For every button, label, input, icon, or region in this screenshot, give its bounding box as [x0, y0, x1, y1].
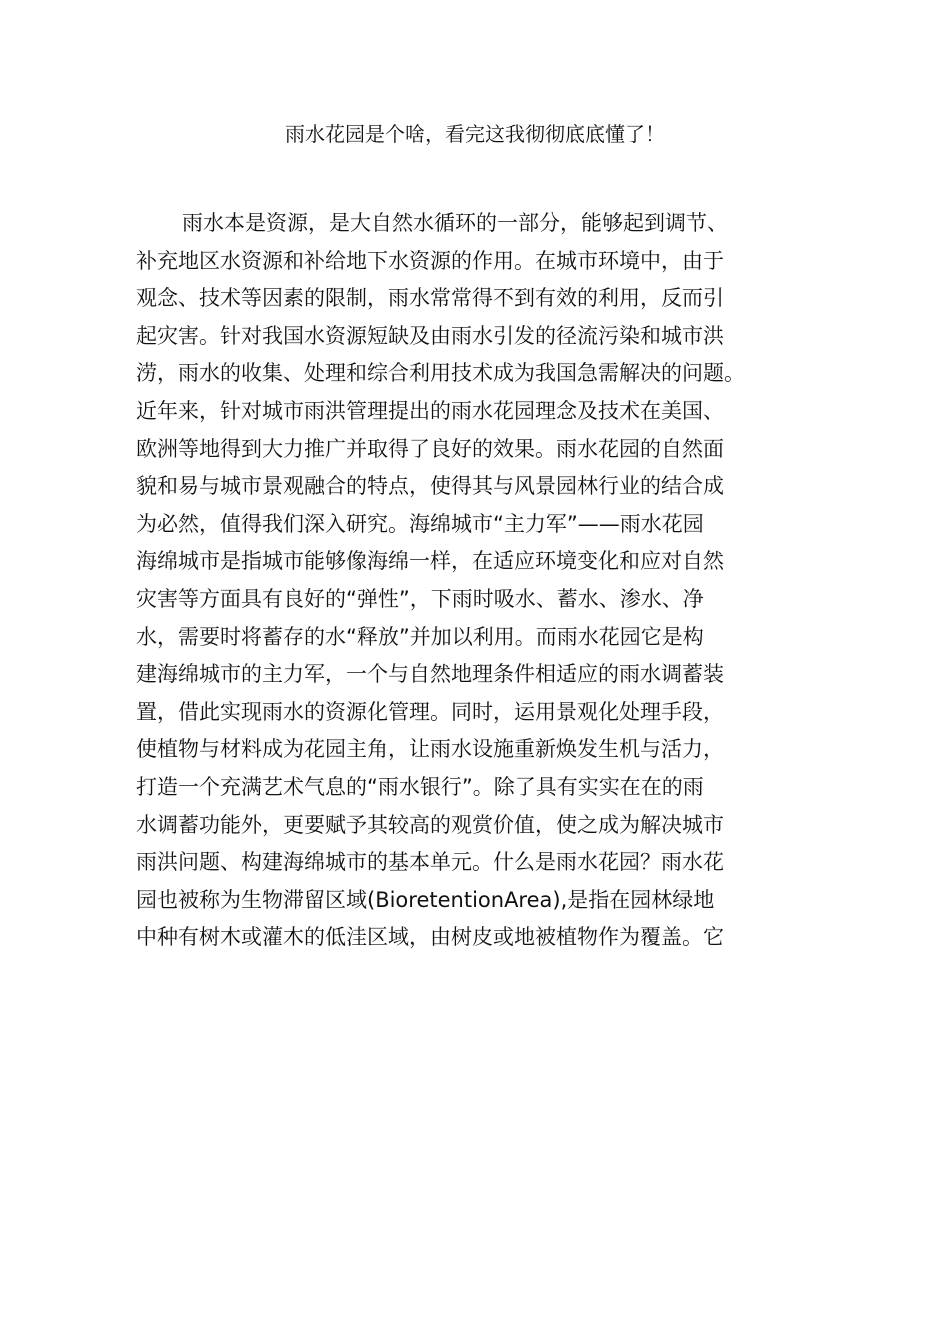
text-line: 为必然，值得我们深入研究。海绵城市“主力军”——雨水花园: [136, 511, 704, 536]
body-paragraph: [136, 205, 826, 957]
text-line: 起灾害。针对我国水资源短缺及由雨水引发的径流污染和城市洪: [136, 323, 724, 348]
text-line: 雨洪问题、构建海绵城市的基本单元。什么是雨水花园？雨水花: [136, 850, 724, 875]
text-line: 近年来，针对城市雨洪管理提出的雨水花园理念及技术在美国、: [136, 398, 724, 423]
text-line: 灾害等方面具有良好的“弹性”，下雨时吸水、蓄水、渗水、净: [136, 586, 704, 611]
text-line: 貌和易与城市景观融合的特点，使得其与风景园林行业的结合成: [136, 474, 724, 499]
text-line: 海绵城市是指城市能够像海绵一样，在适应环境变化和应对自然: [136, 549, 724, 574]
text-line: 欧洲等地得到大力推广并取得了良好的效果。雨水花园的自然面: [136, 436, 724, 461]
text-line: 涝，雨水的收集、处理和综合利用技术成为我国急需解决的问题。: [136, 361, 745, 386]
text-line: 打造一个充满艺术气息的“雨水银行”。除了具有实实在在的雨: [136, 774, 704, 799]
text-line: 建海绵城市的主力军，一个与自然地理条件相适应的雨水调蓄装: [136, 662, 724, 687]
text-line: 置，借此实现雨水的资源化管理。同时，运用景观化处理手段，: [136, 699, 724, 724]
text-line: 使植物与材料成为花园主角，让雨水设施重新焕发生机与活力，: [136, 737, 724, 762]
text-line: 水，需要时将蓄存的水“释放”并加以利用。而雨水花园它是构: [136, 624, 704, 649]
text-line: 雨水本是资源，是大自然水循环的一部分，能够起到调节、: [182, 211, 728, 235]
text-line: 园也被称为生物滞留区域(BioretentionArea),是指在园林绿地: [136, 887, 715, 912]
text-line: 中种有树木或灌木的低洼区域，由树皮或地被植物作为覆盖。它: [136, 925, 724, 950]
document-title: 雨水花园是个啥，看完这我彻彻底底懂了！: [285, 122, 665, 146]
text-line: 水调蓄功能外，更要赋予其较高的观赏价值，使之成为解决城市: [136, 812, 724, 837]
text-line: 补充地区水资源和补给地下水资源的作用。在城市环境中，由于: [136, 248, 724, 273]
text-line: 观念、技术等因素的限制，雨水常常得不到有效的利用，反而引: [136, 286, 724, 311]
